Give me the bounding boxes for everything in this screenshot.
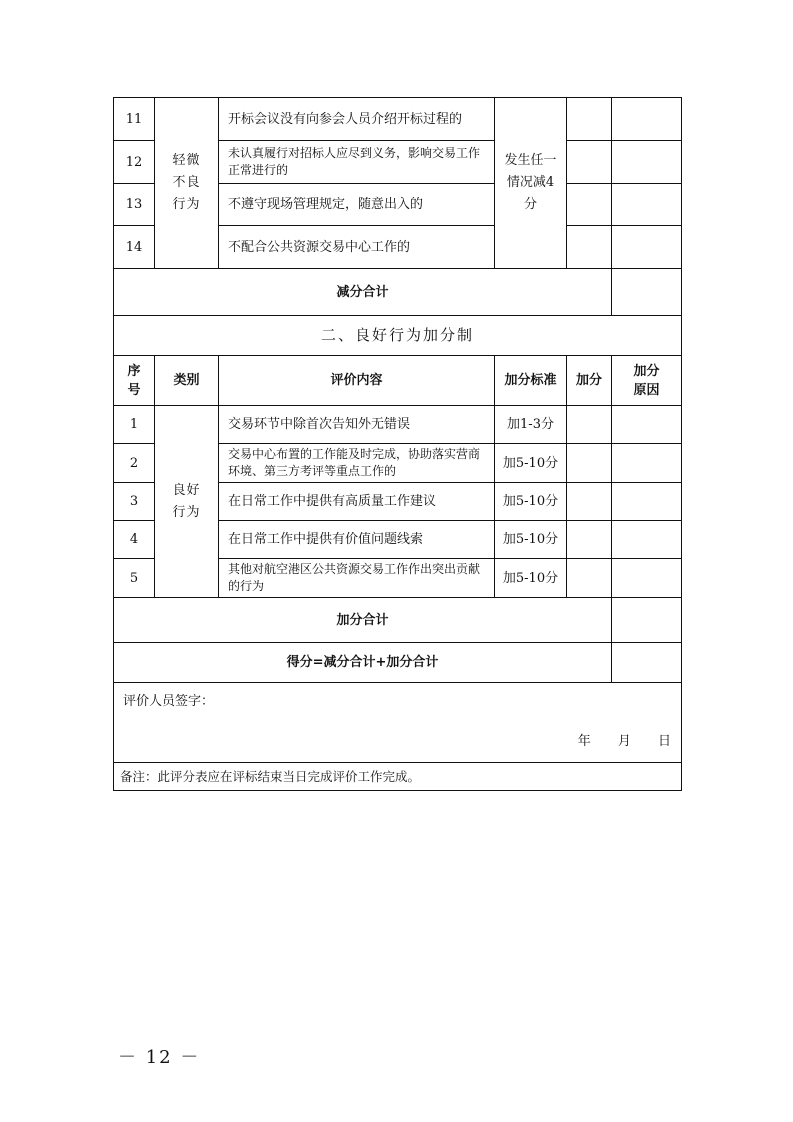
total-value bbox=[612, 643, 682, 683]
header-category: 类别 bbox=[155, 356, 219, 406]
points-cell bbox=[567, 444, 612, 483]
signature-date bbox=[555, 733, 671, 750]
points-cell bbox=[567, 483, 612, 521]
bonus-subtotal-value bbox=[612, 598, 682, 643]
criteria-content: 未认真履行对招标人应尽到义务，影响交易工作正常进行的 bbox=[219, 141, 495, 184]
points-cell bbox=[567, 141, 612, 184]
bonus-standard: 加5-10分 bbox=[495, 521, 567, 559]
row-number: 4 bbox=[114, 521, 155, 559]
criteria-content: 不遵守现场管理规定，随意出入的 bbox=[219, 184, 495, 226]
page-number: － 12 － bbox=[118, 1047, 201, 1068]
note-row bbox=[114, 763, 682, 791]
criteria-content: 其他对航空港区公共资源交易工作作出突出贡献的行为 bbox=[219, 559, 495, 598]
reason-cell bbox=[612, 98, 682, 141]
signature-row bbox=[114, 683, 682, 763]
reason-cell bbox=[612, 406, 682, 444]
header-points: 加分 bbox=[567, 356, 612, 406]
row-number: 3 bbox=[114, 483, 155, 521]
row-number: 1 bbox=[114, 406, 155, 444]
category-cell: 良好 行为 bbox=[155, 406, 219, 598]
total-row bbox=[114, 643, 682, 683]
bonus-subtotal-label: 加分合计 bbox=[114, 598, 612, 643]
row-number: 14 bbox=[114, 226, 155, 269]
points-cell bbox=[567, 559, 612, 598]
deduction-standard: 发生任一 情况减4 分 bbox=[495, 98, 567, 269]
total-label: 得分=减分合计+加分合计 bbox=[114, 643, 612, 683]
bonus-subtotal-row bbox=[114, 598, 682, 643]
row-number: 2 bbox=[114, 444, 155, 483]
row-number: 13 bbox=[114, 184, 155, 226]
points-cell bbox=[567, 98, 612, 141]
reason-cell bbox=[612, 559, 682, 598]
signature-cell bbox=[114, 683, 682, 763]
bonus-standard: 加5-10分 bbox=[495, 483, 567, 521]
row-number: 11 bbox=[114, 98, 155, 141]
reason-cell bbox=[612, 521, 682, 559]
reason-cell bbox=[612, 444, 682, 483]
header-content: 评价内容 bbox=[219, 356, 495, 406]
date-day: 日 bbox=[657, 734, 671, 749]
header-reason: 加分 原因 bbox=[612, 356, 682, 406]
section-header-row bbox=[114, 316, 682, 356]
reason-cell bbox=[612, 184, 682, 226]
signature-label: 评价人员签字： bbox=[123, 694, 215, 709]
criteria-content: 在日常工作中提供有高质量工作建议 bbox=[219, 483, 495, 521]
criteria-content: 开标会议没有向参会人员介绍开标过程的 bbox=[219, 98, 495, 141]
bonus-standard: 加5-10分 bbox=[495, 444, 567, 483]
note-text: 备注：此评分表应在评标结束当日完成评价工作完成。 bbox=[114, 763, 682, 791]
table-row bbox=[114, 98, 682, 141]
deduction-subtotal-row bbox=[114, 269, 682, 316]
date-year: 年 bbox=[577, 734, 591, 749]
deduction-subtotal-value bbox=[612, 269, 682, 316]
criteria-content: 在日常工作中提供有价值问题线索 bbox=[219, 521, 495, 559]
criteria-content: 交易环节中除首次告知外无错误 bbox=[219, 406, 495, 444]
bonus-standard: 加5-10分 bbox=[495, 559, 567, 598]
header-standard: 加分标准 bbox=[495, 356, 567, 406]
header-no: 序 号 bbox=[114, 356, 155, 406]
bonus-standard: 加1-3分 bbox=[495, 406, 567, 444]
reason-cell bbox=[612, 483, 682, 521]
reason-cell bbox=[612, 226, 682, 269]
evaluation-table bbox=[113, 97, 682, 791]
row-number: 12 bbox=[114, 141, 155, 184]
column-header-row bbox=[114, 356, 682, 406]
reason-cell bbox=[612, 141, 682, 184]
points-cell bbox=[567, 406, 612, 444]
points-cell bbox=[567, 521, 612, 559]
row-number: 5 bbox=[114, 559, 155, 598]
table-row bbox=[114, 406, 682, 444]
criteria-content: 交易中心布置的工作能及时完成，协助落实营商环境、第三方考评等重点工作的 bbox=[219, 444, 495, 483]
category-cell: 轻微 不良 行为 bbox=[155, 98, 219, 269]
points-cell bbox=[567, 184, 612, 226]
deduction-subtotal-label: 减分合计 bbox=[114, 269, 612, 316]
points-cell bbox=[567, 226, 612, 269]
date-month: 月 bbox=[617, 734, 631, 749]
section-title: 二、良好行为加分制 bbox=[114, 316, 682, 356]
criteria-content: 不配合公共资源交易中心工作的 bbox=[219, 226, 495, 269]
